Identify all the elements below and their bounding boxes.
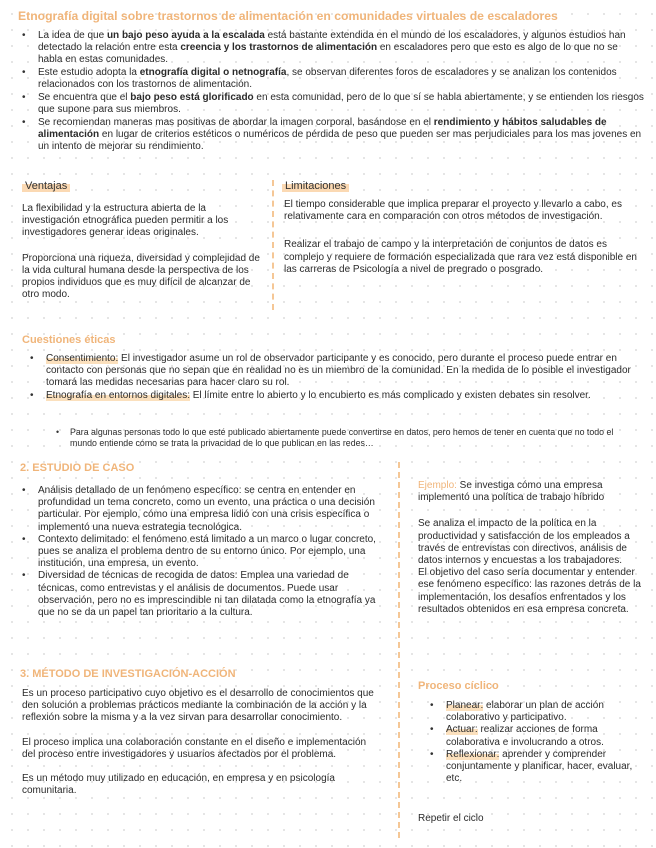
intro-item: • Se encuentra que el bajo peso está glorificado en esta comunidad, pero de lo que sí se habla abiertamente, y se entienden los riesgos que supone para sus miembros. bbox=[38, 92, 644, 116]
limitaciones-body bbox=[284, 199, 646, 276]
cuestiones-item: • Consentimiento: El investigador asume un rol de observador participante y es conocido, pero durante el proceso puede entrar en contacto con personas que no sepan que en realidad no es un miembro de la comunidad. En la medida de lo posible el investigador tomará las medidas necesarias para hacer claro su rol. bbox=[46, 353, 644, 390]
intro-item: • Se recomiendan maneras mas positivas de abordar la imagen corporal, basándose en el rendimiento y hábitos saludables de alimentación en lugar de criterios estéticos o numéricos de pérdida de peso que pueden ser mas perjudiciales para los mas jovenes en un intento de mejorar su rendimiento. bbox=[38, 117, 644, 154]
ciclo-list bbox=[446, 700, 642, 785]
estudio-item: • Diversidad de técnicas de recogida de datos: Emplea una variedad de técnicas, como entrevistas y el análisis de documentos. Puede usar observación, pero no es imprescindible ni tan dilatada como la etnografía ya que no se da un papel tan prioritario a la cultura. bbox=[38, 570, 384, 619]
ciclo-repeat: Repetir el ciclo bbox=[418, 813, 484, 824]
cuestiones-item: • Etnografía en entornos digitales: El límite entre lo abierto y lo encubierto es más complicado y existen debates sin resolver. bbox=[46, 390, 644, 402]
page-title: Etnografía digital sobre trastornos de alimentación en comunidades virtuales de escaladores bbox=[18, 9, 558, 23]
intro-list bbox=[38, 30, 644, 154]
ejemplo-paragraph: Ejemplo: Se investiga cómo una empresa implementó una política de trabajo híbrido bbox=[418, 480, 605, 504]
intro-item: • La idea de que un bajo peso ayuda a la escalada está bastante extendida en el mundo de los escaladores, y algunos estudios han detectado la relación entre esta creencia y los trastornos de alimentación en escaladores pero que esto es algo de lo que no se habla en estas comunidades. bbox=[38, 30, 644, 67]
ejemplo-label: Ejemplo: bbox=[418, 480, 457, 491]
metodo-body bbox=[22, 688, 374, 797]
ventajas-paragraph: Proporciona una riqueza, diversidad y complejidad de la vida cultural humana desde la perspectiva de los propios individuos que es muy difícil de alcanzar de otro modo. bbox=[22, 252, 260, 301]
cuestiones-list bbox=[46, 353, 644, 402]
ejemplo-box bbox=[418, 480, 646, 616]
ventajas-body bbox=[22, 203, 264, 301]
ciclo-item: • Planear: elaborar un plan de acción colaborativo y participativo. bbox=[446, 700, 642, 724]
estudio-item: • Contexto delimitado: el fenómeno está limitado a un marco o lugar concreto, pues se analiza el problema dentro de su entorno único. Por ejemplo, una institución, una empresa, un evento. bbox=[38, 534, 384, 571]
ciclo-heading: Proceso cíclico bbox=[418, 680, 499, 692]
limitaciones-heading: Limitaciones bbox=[282, 179, 349, 193]
cuestiones-subitem: • Para algunas personas todo lo que esté publicado abiertamente puede convertirse en datos, pero hemos de tener en cuenta que no todo el mundo entiende cómo se trata la privacidad de lo que publican en las redes… bbox=[70, 427, 630, 449]
column-divider bbox=[272, 180, 274, 310]
intro-item: • Este estudio adopta la etnografía digital o netnografía, se observan diferentes foros de escaladores y se analizan los contenidos relacionados con los trastornos de alimentación. bbox=[38, 67, 644, 91]
ejemplo-paragraph: Se analiza el impacto de la política en la productividad y satisfacción de los empleados a través de entrevistas con directivos, análisis de datos internos y encuestas a los trabajadores. bbox=[418, 518, 630, 567]
cuestiones-heading: Cuestiones éticas bbox=[22, 334, 116, 346]
metodo-paragraph: Es un método muy utilizado en educación, en empresa y en psicología comunitaria. bbox=[22, 773, 335, 797]
estudio-item: • Análisis detallado de un fenómeno específico: se centra en entender en profundidad un tema concreto, como un evento, una práctica o una decisión particular. Por ejemplo, cómo una empresa lidió con una crisis específica o implementó una nueva estrategia tecnológica. bbox=[38, 485, 384, 534]
column-divider bbox=[398, 462, 400, 838]
limitaciones-paragraph: El tiempo considerable que implica preparar el proyecto y llevarlo a cabo, es relativamente cara en comparación con otros métodos de investigación. bbox=[284, 199, 622, 223]
ciclo-item: • Actuar: realizar acciones de forma colaborativa e involucrando a otros. bbox=[446, 724, 642, 748]
limitaciones-paragraph: Realizar el trabajo de campo y la interpretación de conjuntos de datos es complejo y requiere de formación especializada que rara vez está disponible en las carreras de Psicología a nivel de pregrado o posgrado. bbox=[284, 239, 637, 275]
ciclo-item: • Reflexionar: aprender y comprender conjuntamente y planificar, hacer, evaluar, etc. bbox=[446, 749, 642, 786]
ejemplo-paragraph: El objetivo del caso sería documentar y entender ese fenómeno específico: las razones detrás de la implementación, los desafíos enfrentados y los resultados obtenidos en esa empresa concreta. bbox=[418, 567, 641, 615]
metodo-paragraph: Es un proceso participativo cuyo objetivo es el desarrollo de conocimientos que den solución a problemas prácticos mediante la combinación de la acción y la reflexión sobre la misma y a la vez sirvan para desarrollar conocimiento. bbox=[22, 688, 374, 724]
ventajas-heading: Ventajas bbox=[22, 179, 70, 193]
metodo-paragraph: El proceso implica una colaboración constante en el diseño e implementación del proceso entre investigadores y usuarios afectados por el problema. bbox=[22, 736, 367, 760]
estudio-list bbox=[38, 485, 384, 619]
cuestiones-sublist bbox=[70, 427, 630, 449]
ventajas-paragraph: La flexibilidad y la estructura abierta de la investigación etnográfica pueden permitir a los investigadores generar ideas originales. bbox=[22, 203, 229, 239]
estudio-heading: 2. ESTUDIO DE CASO bbox=[20, 462, 135, 474]
metodo-heading: 3. MÉTODO DE INVESTIGACIÓN-ACCIÓN bbox=[20, 668, 236, 680]
